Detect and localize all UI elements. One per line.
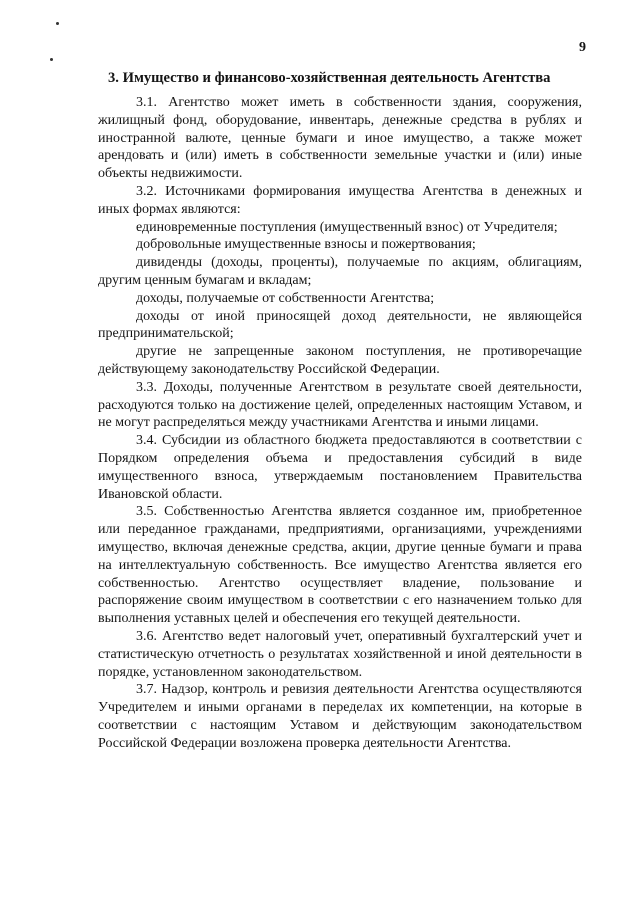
clause-3-3: 3.3. Доходы, полученные Агентством в результате своей деятельности, расходуются только на достижение целей, определенных настоящим Уставом, и не могут распределяться между участниками Агентства и иными лицами.	[98, 379, 582, 431]
list-item: доходы от иной приносящей доход деятельности, не являющейся предпринимательской;	[98, 308, 582, 342]
list-item: единовременные поступления (имущественный взнос) от Учредителя;	[136, 219, 558, 235]
page-number: 9	[579, 40, 586, 55]
clause-3-5: 3.5. Собственностью Агентства является созданное им, приобретенное или переданное гражданами, предприятиями, организациями, учреждениями имущество, включая денежные средства, акции, другие ценные бумаги и права на интеллектуальную собственность. Все имущество Агентства является его собственностью. Агентство осуществляет владение, пользование и распоряжение своим имуществом в соответствии с его назначением только для выполнения уставных целей и обеспечения его текущей деятельности.	[98, 504, 582, 627]
clause-3-7: 3.7. Надзор, контроль и ревизия деятельности Агентства осуществляются Учредителем и иными органами в переделах их компетенции, на которые в соответствии с настоящим Уставом и действующим законодательством Российской Федерации возложена проверка деятельности Агентства.	[98, 682, 582, 751]
list-item: доходы, получаемые от собственности Агентства;	[136, 290, 435, 306]
clause-3-1: 3.1. Агентство может иметь в собственности здания, сооружения, жилищный фонд, оборудование, инвентарь, денежные средства в рублях и иностранной валюте, ценные бумаги и иное имущество, а также может арендовать и (или) иметь в собственности земельные участки и (или) иные объекты недвижимости.	[98, 95, 582, 182]
document-body	[98, 94, 582, 752]
list-item: дивиденды (доходы, проценты), получаемые по акциям, облигациям, другим ценным бумагам и вкладам;	[98, 255, 582, 288]
clause-3-2: 3.2. Источниками формирования имущества Агентства в денежных и иных формах являются:	[98, 183, 582, 217]
list-item: добровольные имущественные взносы и пожертвования;	[136, 237, 476, 253]
list-item: другие не запрещенные законом поступления, не противоречащие действующему законодательству Российской Федерации.	[98, 344, 582, 377]
scan-speck	[56, 22, 59, 25]
scan-speck	[50, 58, 53, 61]
clause-3-6: 3.6. Агентство ведет налоговый учет, оперативный бухгалтерский учет и статистическую отчетность о результатах хозяйственной и иной деятельности в порядке, установленном законодательством.	[98, 628, 582, 680]
section-heading: 3. Имущество и финансово-хозяйственная деятельность Агентства	[108, 70, 551, 86]
clause-3-4: 3.4. Субсидии из областного бюджета предоставляются в соответствии с Порядком определения объема и предоставления субсидий в виде имущественного взноса, утверждаемым постановлением Правительства Ивановской области.	[98, 433, 582, 502]
